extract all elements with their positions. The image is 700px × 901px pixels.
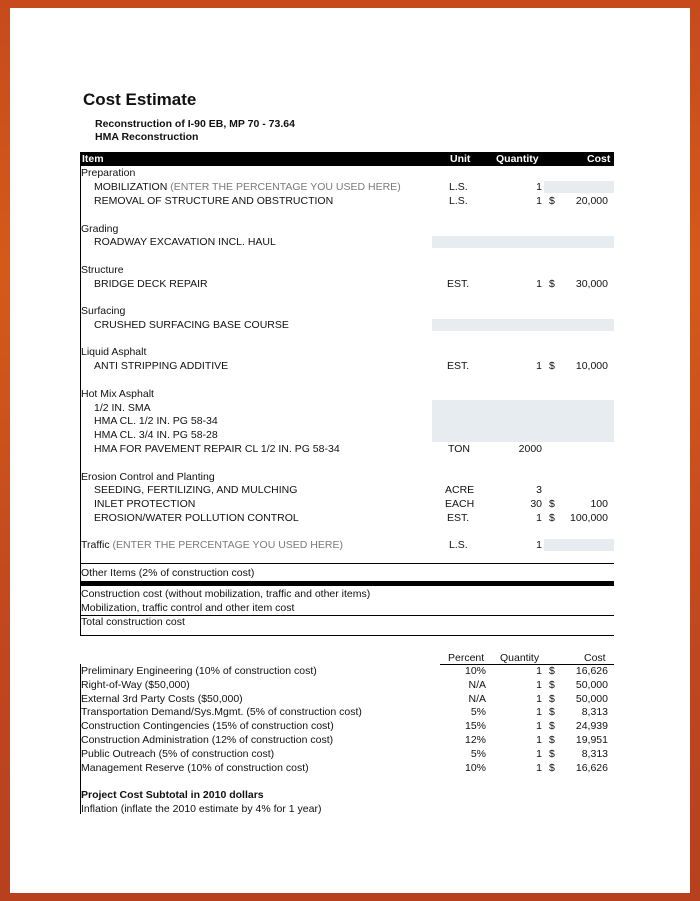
summary-currency: $ [549,692,555,705]
mobilization-label: MOBILIZATION [94,181,168,193]
inlet-qty: 30 [530,498,542,510]
summary-cost: 19,951 [575,734,608,746]
summary-qty: 1 [536,692,542,705]
item-erosion-control: EROSION/WATER POLLUTION CONTROL [94,512,299,524]
summary-label: Public Outreach (5% of construction cost) [81,747,275,760]
total-construction-cost: Total construction cost [81,616,185,628]
summary-header-percent: Percent [448,652,485,664]
summary-percent: 10% [464,665,486,677]
item-sma: 1/2 IN. SMA [94,402,151,414]
summary-label: Transportation Demand/Sys.Mgmt. (5% of construction cost) [81,706,362,719]
summary-currency: $ [549,747,555,760]
removal-qty: 1 [536,195,542,207]
subtitle-type: HMA Reconstruction [95,131,199,143]
header-unit: Unit [450,153,471,165]
item-crushed-surfacing: CRUSHED SURFACING BASE COURSE [94,319,289,331]
summary-label: Preliminary Engineering (10% of construction cost) [81,665,317,677]
erosion-control-qty: 1 [536,512,542,524]
summary-currency: $ [549,720,555,733]
hma-repair-unit: TON [448,443,470,455]
erosion-control-currency: $ [549,512,555,524]
project-subtotal: Project Cost Subtotal in 2010 dollars [81,789,264,801]
summary-percent: N/A [468,692,486,705]
removal-cost: 20,000 [575,195,608,207]
summary-qty: 1 [536,734,542,746]
crushed-surfacing-cell[interactable] [432,319,614,331]
summary-percent: 5% [470,706,486,719]
traffic-unit: L.S. [449,539,468,551]
item-seeding: SEEDING, FERTILIZING, AND MULCHING [94,484,298,496]
item-hma-half: HMA CL. 1/2 IN. PG 58-34 [94,415,218,427]
erosion-control-cost: 100,000 [570,512,608,524]
summary-label: External 3rd Party Costs ($50,000) [81,692,243,705]
document-page [68,8,628,893]
divider [80,563,614,564]
traffic-label: Traffic [81,539,110,551]
item-anti-stripping: ANTI STRIPPING ADDITIVE [94,360,229,372]
mobilization-traffic-cost: Mobilization, traffic control and other item cost [81,602,295,614]
hma-repair-qty: 2000 [518,443,542,455]
summary-cost: 8,313 [581,706,608,719]
header-item: Item [82,153,104,165]
mobilization-cost-cell[interactable] [544,181,614,193]
category-surfacing: Surfacing [81,305,126,317]
header-cost: Cost [587,153,611,165]
summary-qty: 1 [536,747,542,760]
category-grading: Grading [81,223,119,235]
removal-unit: L.S. [449,195,468,207]
summary-currency: $ [549,734,555,746]
erosion-control-unit: EST. [447,512,470,524]
summary-percent: N/A [468,678,486,691]
bridge-deck-cost: 30,000 [575,278,608,290]
category-liquid-asphalt: Liquid Asphalt [81,346,147,358]
summary-qty: 1 [536,665,542,677]
summary-percent: 15% [464,720,486,733]
summary-qty: 1 [536,678,542,691]
category-hot-mix: Hot Mix Asphalt [81,388,154,400]
category-erosion: Erosion Control and Planting [81,471,215,483]
summary-label: Right-of-Way ($50,000) [81,678,190,691]
category-traffic [81,539,343,551]
other-items: Other Items (2% of construction cost) [81,567,255,579]
traffic-qty: 1 [536,539,542,551]
summary-currency: $ [549,665,555,677]
anti-stripping-cost: 10,000 [575,360,608,372]
inlet-unit: EACH [445,498,475,510]
summary-percent: 5% [470,747,486,760]
anti-stripping-qty: 1 [536,360,542,372]
removal-currency: $ [549,195,555,207]
page-frame [10,8,690,893]
divider-bottom [80,635,614,636]
category-structure: Structure [81,264,124,276]
anti-stripping-currency: $ [549,360,555,372]
summary-label: Construction Contingencies (15% of construction cost) [81,720,334,733]
thick-divider [80,581,614,586]
bridge-deck-currency: $ [549,278,555,290]
traffic-hint: (ENTER THE PERCENTAGE YOU USED HERE) [112,539,343,551]
summary-cost: 24,939 [575,720,608,733]
inlet-currency: $ [549,498,555,510]
inflation: Inflation (inflate the 2010 estimate by 4% for 1 year) [81,803,322,815]
summary-qty: 1 [536,720,542,733]
summary-cost: 16,626 [575,761,608,774]
item-mobilization [94,181,401,193]
summary-header-cost: Cost [584,652,606,664]
item-inlet: INLET PROTECTION [94,498,196,510]
table-left-border [80,166,81,636]
item-hma-three-quarter: HMA CL. 3/4 IN. PG 58-28 [94,429,218,441]
page-title: Cost Estimate [83,90,197,109]
summary-qty: 1 [536,706,542,719]
item-removal: REMOVAL OF STRUCTURE AND OBSTRUCTION [94,195,334,207]
summary-cost: 50,000 [575,678,608,691]
summary-percent: 12% [464,734,486,746]
anti-stripping-unit: EST. [447,360,470,372]
summary-qty: 1 [536,761,542,774]
construction-cost: Construction cost (without mobilization, traffic and other items) [81,588,371,600]
inlet-cost: 100 [590,498,608,510]
summary-label: Construction Administration (12% of construction cost) [81,734,334,746]
summary-header-quantity: Quantity [500,652,540,664]
summary-currency: $ [549,761,555,774]
category-preparation: Preparation [81,167,136,179]
header-quantity: Quantity [496,153,539,165]
item-bridge-deck: BRIDGE DECK REPAIR [94,278,208,290]
mobilization-unit: L.S. [449,181,468,193]
table-header [80,152,614,166]
summary-cost: 8,313 [581,747,608,760]
mobilization-qty: 1 [536,181,542,193]
summary-currency: $ [549,706,555,719]
traffic-cost-cell[interactable] [544,539,614,551]
seeding-qty: 3 [536,484,542,496]
summary-label: Management Reserve (10% of construction cost) [81,761,309,774]
roadway-excavation-cell[interactable] [432,236,614,248]
subtitle-project: Reconstruction of I-90 EB, MP 70 - 73.64 [95,118,295,130]
bridge-deck-qty: 1 [536,278,542,290]
seeding-unit: ACRE [445,484,475,496]
hot-mix-cells[interactable] [432,400,614,442]
summary-percent: 10% [464,761,486,774]
summary-currency: $ [549,678,555,691]
summary-cost: 16,626 [575,665,608,677]
bridge-deck-unit: EST. [447,278,470,290]
item-hma-repair: HMA FOR PAVEMENT REPAIR CL 1/2 IN. PG 58-34 [94,443,340,455]
summary-cost: 50,000 [575,692,608,705]
item-roadway-excavation: ROADWAY EXCAVATION INCL. HAUL [94,236,276,248]
mobilization-hint: (ENTER THE PERCENTAGE YOU USED HERE) [170,181,401,193]
